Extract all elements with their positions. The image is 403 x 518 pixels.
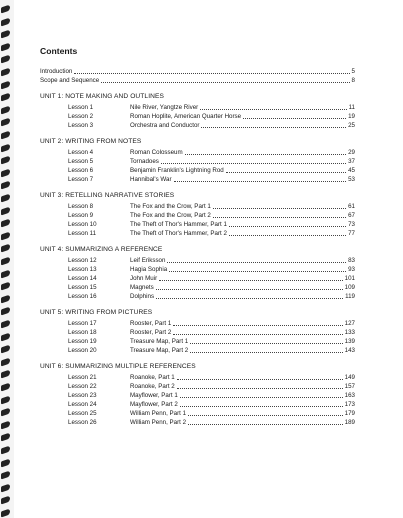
dot-leader xyxy=(200,108,346,110)
lesson-title: The Fox and the Crow, Part 1 xyxy=(130,203,211,210)
unit-heading: UNIT 2: WRITING FROM NOTES xyxy=(40,138,142,145)
binding-coil xyxy=(1,370,10,379)
lesson-title: Hannibal's War xyxy=(130,176,172,183)
lesson-title: Rooster, Part 1 xyxy=(130,320,172,327)
dot-leader xyxy=(174,180,347,182)
lesson-title: Nile River, Yangtze River xyxy=(130,104,199,111)
page-number: 83 xyxy=(348,257,355,264)
lesson-number: Lesson 21 xyxy=(68,374,97,381)
lesson-number: Lesson 12 xyxy=(68,257,97,264)
page-number: 133 xyxy=(344,329,355,336)
dot-leader xyxy=(213,216,346,218)
page-number: 157 xyxy=(344,383,355,390)
binding-coil xyxy=(1,408,10,417)
binding-coil xyxy=(1,181,10,190)
lesson-title: Magnets xyxy=(130,284,154,291)
binding-coil xyxy=(1,131,10,140)
binding-coil xyxy=(1,5,10,14)
lesson-entry[interactable] xyxy=(40,121,355,130)
lesson-entry[interactable] xyxy=(40,328,355,337)
units-list xyxy=(40,93,355,427)
dot-leader xyxy=(180,405,343,407)
binding-coil xyxy=(1,17,10,26)
dot-leader xyxy=(156,297,343,299)
lesson-entry[interactable] xyxy=(40,346,355,355)
page-number: 143 xyxy=(344,347,355,354)
binding-coil xyxy=(1,433,10,442)
front-matter-list xyxy=(40,67,355,85)
dot-leader xyxy=(74,72,349,74)
lesson-title: Benjamin Franklin's Lightning Rod xyxy=(130,167,224,174)
lesson-entry[interactable] xyxy=(40,382,355,391)
page-number: 119 xyxy=(345,293,355,300)
lesson-number: Lesson 7 xyxy=(68,176,94,183)
dot-leader xyxy=(243,117,346,119)
binding-coil xyxy=(1,244,10,253)
page-number: 8 xyxy=(351,77,355,84)
dot-leader xyxy=(169,270,346,272)
lesson-number: Lesson 9 xyxy=(68,212,94,219)
lesson-title: Tornadoes xyxy=(130,158,159,165)
binding-coil xyxy=(1,55,10,64)
binding-coil xyxy=(1,496,10,505)
binding-coil xyxy=(1,143,10,152)
page-number: 53 xyxy=(348,176,355,183)
lesson-title: William Penn, Part 1 xyxy=(130,410,187,417)
lesson-number: Lesson 23 xyxy=(68,392,97,399)
lesson-entry[interactable] xyxy=(40,265,355,274)
lesson-entry[interactable] xyxy=(40,112,355,121)
binding-coil xyxy=(1,282,10,291)
dot-leader xyxy=(161,162,346,164)
page-number: 25 xyxy=(348,122,355,129)
lesson-title: John Muir xyxy=(130,275,158,282)
entry-title: Scope and Sequence xyxy=(40,77,100,84)
lesson-number: Lesson 26 xyxy=(68,419,97,426)
lesson-entry[interactable] xyxy=(40,400,355,409)
lesson-number: Lesson 18 xyxy=(68,329,97,336)
unit-heading: UNIT 1: NOTE MAKING AND OUTLINES xyxy=(40,93,164,100)
lesson-number: Lesson 15 xyxy=(68,284,97,291)
binding-coil xyxy=(1,483,10,492)
page-number: 67 xyxy=(348,212,355,219)
binding-coil xyxy=(1,156,10,165)
lesson-title: Leif Eriksson xyxy=(130,257,166,264)
binding-coil xyxy=(1,68,10,77)
page-number: 163 xyxy=(344,392,355,399)
lesson-title: Mayflower, Part 2 xyxy=(130,401,178,408)
dot-leader xyxy=(188,423,343,425)
lesson-number: Lesson 6 xyxy=(68,167,94,174)
lesson-title: Treasure Map, Part 1 xyxy=(130,338,189,345)
dot-leader xyxy=(177,378,343,380)
lesson-title: Mayflower, Part 1 xyxy=(130,392,178,399)
binding-coil xyxy=(1,294,10,303)
page-number: 73 xyxy=(348,221,355,228)
contents-page xyxy=(40,46,355,427)
page-number: 109 xyxy=(344,284,355,291)
lesson-number: Lesson 2 xyxy=(68,113,94,120)
lesson-number: Lesson 5 xyxy=(68,158,94,165)
binding-coil xyxy=(1,471,10,480)
binding-coil xyxy=(1,458,10,467)
lesson-entry[interactable] xyxy=(40,148,355,157)
lesson-number: Lesson 3 xyxy=(68,122,94,129)
dot-leader xyxy=(190,342,342,344)
binding-coil xyxy=(1,345,10,354)
page-title: Contents xyxy=(40,46,78,56)
page-number: 179 xyxy=(344,410,355,417)
page-number: 37 xyxy=(348,158,355,165)
page-number: 173 xyxy=(344,401,355,408)
entry-title: Introduction xyxy=(40,68,73,75)
binding-coil xyxy=(1,395,10,404)
binding-coil xyxy=(1,509,10,518)
dot-leader xyxy=(213,207,346,209)
lesson-number: Lesson 14 xyxy=(68,275,97,282)
lesson-number: Lesson 13 xyxy=(68,266,97,273)
page-number: 5 xyxy=(351,68,355,75)
lesson-title: Rooster, Part 2 xyxy=(130,329,172,336)
lesson-title: Hagia Sophia xyxy=(130,266,168,273)
lesson-entry[interactable] xyxy=(40,274,355,283)
dot-leader xyxy=(167,261,346,263)
lesson-entry[interactable] xyxy=(40,283,355,292)
page-number: 139 xyxy=(344,338,355,345)
lesson-title: Roman Hoplite, American Quarter Horse xyxy=(130,113,242,120)
page-number: 45 xyxy=(348,167,355,174)
dot-leader xyxy=(229,234,346,236)
dot-leader xyxy=(201,126,346,128)
lesson-entry[interactable] xyxy=(40,373,355,382)
lesson-number: Lesson 11 xyxy=(68,230,97,237)
lesson-number: Lesson 10 xyxy=(68,221,97,228)
lesson-entry[interactable] xyxy=(40,256,355,265)
toc-entry[interactable] xyxy=(40,67,355,76)
lesson-number: Lesson 8 xyxy=(68,203,94,210)
lesson-entry[interactable] xyxy=(40,391,355,400)
page-number: 127 xyxy=(344,320,355,327)
page-number: 77 xyxy=(348,230,355,237)
lesson-title: William Penn, Part 2 xyxy=(130,419,187,426)
unit-heading: UNIT 3: RETELLING NARRATIVE STORIES xyxy=(40,192,175,199)
dot-leader xyxy=(188,414,343,416)
page-number: 19 xyxy=(348,113,355,120)
binding-coil xyxy=(1,206,10,215)
dot-leader xyxy=(173,324,342,326)
dot-leader xyxy=(101,81,349,83)
spiral-binding xyxy=(0,0,14,518)
lesson-entry[interactable] xyxy=(40,319,355,328)
lesson-title: Roanoke, Part 1 xyxy=(130,374,175,381)
page-number: 93 xyxy=(348,266,355,273)
binding-coil xyxy=(1,269,10,278)
lesson-entry[interactable] xyxy=(40,202,355,211)
lesson-number: Lesson 4 xyxy=(68,149,94,156)
unit-heading: UNIT 4: SUMMARIZING A REFERENCE xyxy=(40,246,163,253)
binding-coil xyxy=(1,42,10,51)
binding-coil xyxy=(1,307,10,316)
lesson-entry[interactable] xyxy=(40,292,355,301)
binding-coil xyxy=(1,257,10,266)
dot-leader xyxy=(229,225,346,227)
lesson-title: The Theft of Thor's Hammer, Part 1 xyxy=(130,221,227,228)
binding-coil xyxy=(1,80,10,89)
binding-coil xyxy=(1,194,10,203)
lesson-number: Lesson 20 xyxy=(68,347,97,354)
binding-coil xyxy=(1,168,10,177)
lesson-entry[interactable] xyxy=(40,337,355,346)
dot-leader xyxy=(185,153,346,155)
dot-leader xyxy=(180,396,343,398)
lesson-number: Lesson 25 xyxy=(68,410,97,417)
toc-entry[interactable] xyxy=(40,76,355,85)
dot-leader xyxy=(173,333,342,335)
lesson-title: Roanoke, Part 2 xyxy=(130,383,175,390)
lesson-title: Treasure Map, Part 2 xyxy=(130,347,189,354)
lesson-entry[interactable] xyxy=(40,409,355,418)
binding-coil xyxy=(1,219,10,228)
binding-coil xyxy=(1,446,10,455)
lesson-number: Lesson 17 xyxy=(68,320,97,327)
binding-coil xyxy=(1,231,10,240)
lesson-entry[interactable] xyxy=(40,103,355,112)
page-number: 189 xyxy=(344,419,355,426)
page-number: 11 xyxy=(348,104,355,111)
lesson-number: Lesson 16 xyxy=(68,293,97,300)
lesson-title: Dolphins xyxy=(130,293,155,300)
page-number: 149 xyxy=(344,374,355,381)
lesson-entry[interactable] xyxy=(40,166,355,175)
unit-heading: UNIT 5: WRITING FROM PICTURES xyxy=(40,309,153,316)
lesson-number: Lesson 22 xyxy=(68,383,97,390)
binding-coil xyxy=(1,357,10,366)
lesson-entry[interactable] xyxy=(40,418,355,427)
dot-leader xyxy=(177,387,343,389)
binding-coil xyxy=(1,93,10,102)
lesson-title: Roman Colosseum xyxy=(130,149,183,156)
lesson-title: The Fox and the Crow, Part 2 xyxy=(130,212,211,219)
dot-leader xyxy=(159,279,343,281)
lesson-entry[interactable] xyxy=(40,220,355,229)
lesson-title: Orchestra and Conductor xyxy=(130,122,200,129)
lesson-number: Lesson 24 xyxy=(68,401,97,408)
lesson-number: Lesson 19 xyxy=(68,338,97,345)
lesson-entry[interactable] xyxy=(40,229,355,238)
page-number: 101 xyxy=(344,275,355,282)
lesson-entry[interactable] xyxy=(40,175,355,184)
dot-leader xyxy=(156,288,343,290)
binding-coil xyxy=(1,332,10,341)
page-number: 61 xyxy=(348,203,355,210)
lesson-number: Lesson 1 xyxy=(68,104,94,111)
binding-coil xyxy=(1,383,10,392)
binding-coil xyxy=(1,105,10,114)
dot-leader xyxy=(226,171,346,173)
binding-coil xyxy=(1,420,10,429)
binding-coil xyxy=(1,320,10,329)
lesson-entry[interactable] xyxy=(40,211,355,220)
dot-leader xyxy=(190,351,342,353)
binding-coil xyxy=(1,30,10,39)
binding-coil xyxy=(1,118,10,127)
lesson-title: The Theft of Thor's Hammer, Part 2 xyxy=(130,230,227,237)
page-number: 29 xyxy=(348,149,355,156)
unit-heading: UNIT 6: SUMMARIZING MULTIPLE REFERENCES xyxy=(40,363,196,370)
lesson-entry[interactable] xyxy=(40,157,355,166)
